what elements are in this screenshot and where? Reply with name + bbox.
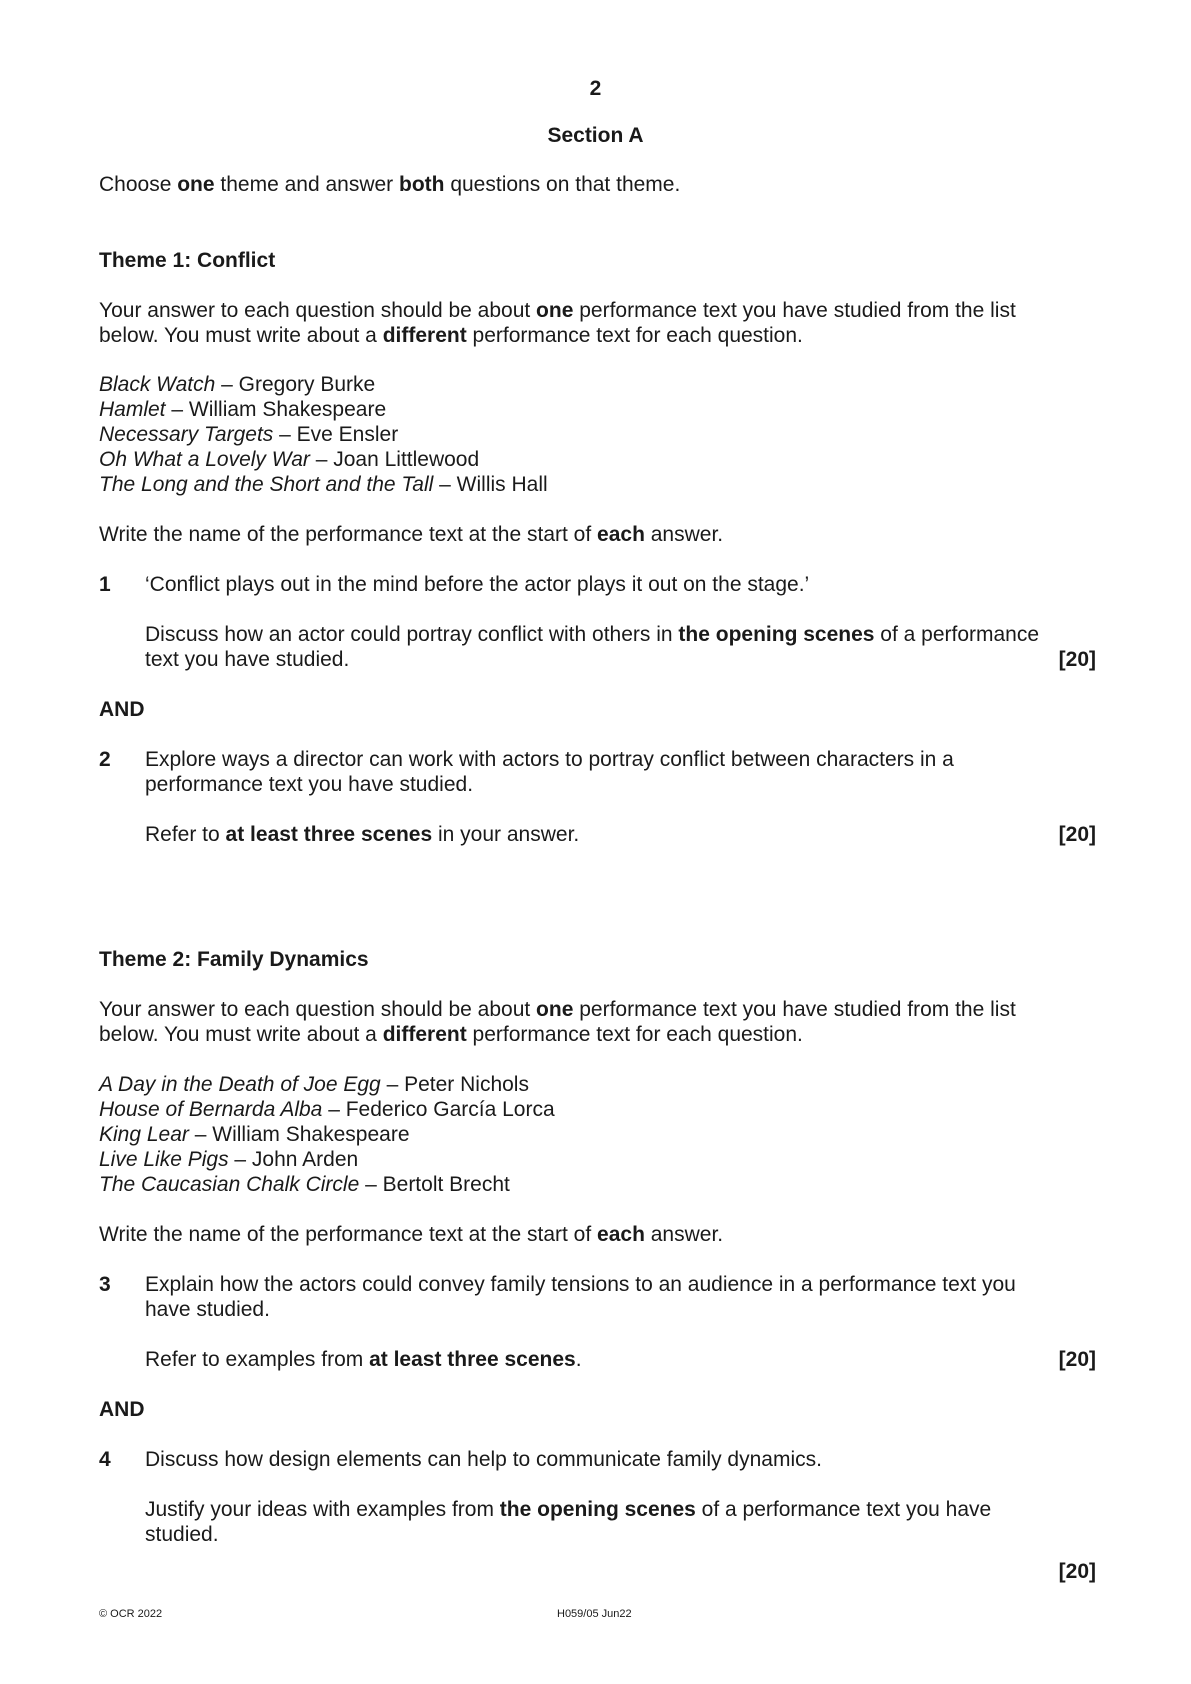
performance-text-item: The Long and the Short and the Tall – Willis Hall [99, 473, 548, 496]
question-1-number: 1 [99, 573, 111, 596]
question-1-marks: [20] [1058, 648, 1096, 671]
performance-text-item: Hamlet – William Shakespeare [99, 398, 387, 421]
performance-text-item: A Day in the Death of Joe Egg – Peter Nichols [99, 1073, 529, 1096]
question-3-marks: [20] [1058, 1348, 1096, 1371]
question-2-marks: [20] [1058, 823, 1096, 846]
performance-text-item: Necessary Targets – Eve Ensler [99, 423, 399, 446]
section-title: Section A [547, 124, 644, 147]
theme-1-write-name: Write the name of the performance text at the start of each answer. [99, 523, 724, 546]
question-1-line-1: Discuss how an actor could portray conflict with others in the opening scenes of a performance [145, 623, 1040, 646]
question-4-justify-line-1: Justify your ideas with examples from the opening scenes of a performance text you have [145, 1498, 992, 1521]
footer-paper-code: H059/05 Jun22 [557, 1608, 632, 1620]
performance-text-item: Black Watch – Gregory Burke [99, 373, 376, 396]
question-4-justify-line-2: studied. [145, 1523, 219, 1546]
question-2-line-1: Explore ways a director can work with actors to portray conflict between characters in a [145, 748, 954, 771]
question-1-line-2: text you have studied. [145, 648, 350, 671]
theme-2-title: Theme 2: Family Dynamics [99, 948, 369, 971]
question-2-refer: Refer to at least three scenes in your answer. [145, 823, 580, 846]
performance-text-item: Live Like Pigs – John Arden [99, 1148, 359, 1171]
question-3-refer: Refer to examples from at least three scenes. [145, 1348, 582, 1371]
question-4-marks: [20] [1058, 1560, 1096, 1583]
theme-1-intro-line-2: below. You must write about a different performance text for each question. [99, 324, 803, 347]
question-4-line-1: Discuss how design elements can help to communicate family dynamics. [145, 1448, 822, 1471]
section-instruction: Choose one theme and answer both questions on that theme. [99, 173, 681, 196]
theme-1-title: Theme 1: Conflict [99, 249, 276, 272]
page-number: 2 [589, 77, 602, 100]
and-separator-1: AND [99, 698, 145, 721]
question-3-line-2: have studied. [145, 1298, 270, 1321]
theme-1-intro-line-1: Your answer to each question should be about one performance text you have studied from the list [99, 299, 1016, 322]
question-4-number: 4 [99, 1448, 111, 1471]
performance-text-item: The Caucasian Chalk Circle – Bertolt Brecht [99, 1173, 510, 1196]
theme-2-write-name: Write the name of the performance text at the start of each answer. [99, 1223, 724, 1246]
question-2-number: 2 [99, 748, 111, 771]
question-1-quote: ‘Conflict plays out in the mind before the actor plays it out on the stage.’ [145, 573, 810, 596]
theme-2-text-list [99, 1072, 555, 1197]
theme-1-text-list [99, 372, 548, 497]
question-3-line-1: Explain how the actors could convey family tensions to an audience in a performance text you [145, 1273, 1016, 1296]
theme-2-intro-line-1: Your answer to each question should be about one performance text you have studied from the list [99, 998, 1016, 1021]
footer-copyright: © OCR 2022 [99, 1608, 163, 1620]
and-separator-2: AND [99, 1398, 145, 1421]
performance-text-item: King Lear – William Shakespeare [99, 1123, 410, 1146]
performance-text-item: Oh What a Lovely War – Joan Littlewood [99, 448, 480, 471]
question-2-line-2: performance text you have studied. [145, 773, 474, 796]
theme-2-intro-line-2: below. You must write about a different performance text for each question. [99, 1023, 803, 1046]
question-3-number: 3 [99, 1273, 111, 1296]
performance-text-item: House of Bernarda Alba – Federico García Lorca [99, 1098, 555, 1121]
